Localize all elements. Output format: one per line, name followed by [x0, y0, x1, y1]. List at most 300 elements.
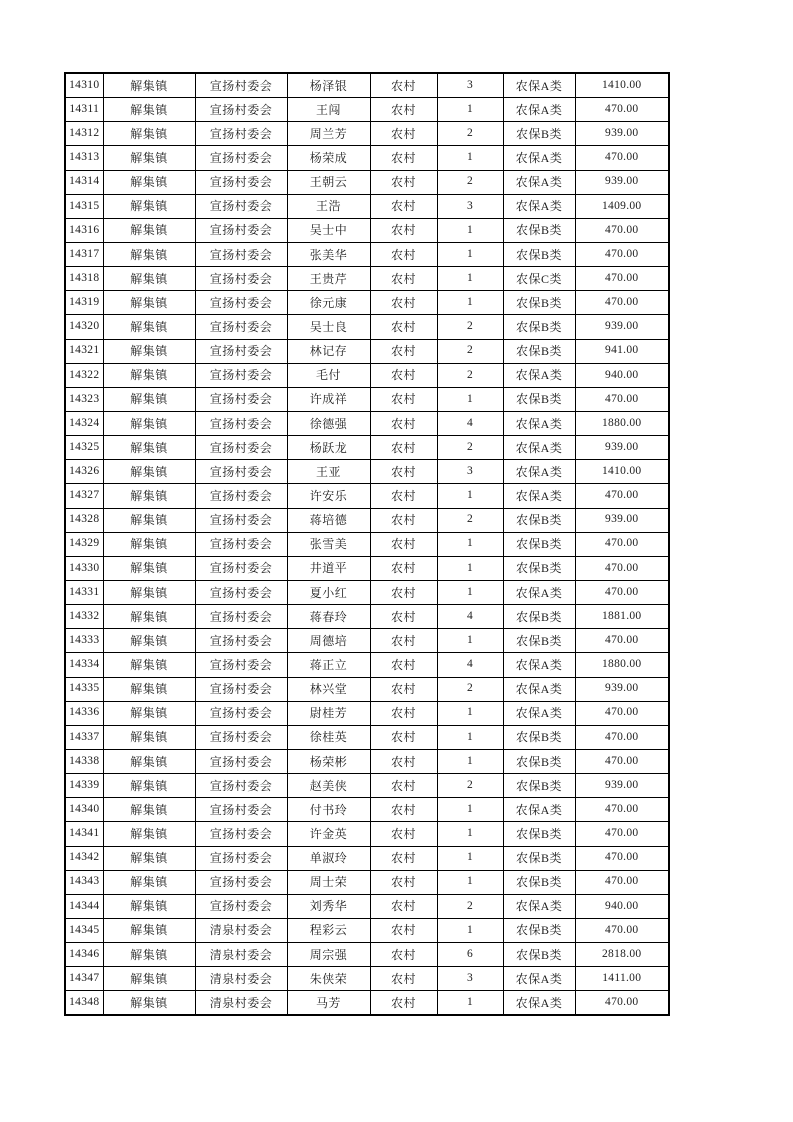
cell-category: 农保B类	[503, 918, 575, 942]
cell-type: 农村	[370, 194, 437, 218]
cell-town: 解集镇	[103, 484, 195, 508]
cell-village: 宣扬村委会	[195, 484, 287, 508]
table-row	[65, 218, 669, 242]
cell-category: 农保B类	[503, 749, 575, 773]
cell-amount: 470.00	[575, 291, 669, 315]
table-row	[65, 653, 669, 677]
cell-amount: 941.00	[575, 339, 669, 363]
cell-type: 农村	[370, 822, 437, 846]
cell-category: 农保A类	[503, 73, 575, 98]
table-row	[65, 749, 669, 773]
cell-amount: 1410.00	[575, 460, 669, 484]
cell-town: 解集镇	[103, 146, 195, 170]
cell-count: 2	[437, 508, 503, 532]
table-row	[65, 363, 669, 387]
cell-id: 14342	[65, 846, 103, 870]
cell-type: 农村	[370, 580, 437, 604]
cell-amount: 470.00	[575, 918, 669, 942]
cell-village: 宣扬村委会	[195, 629, 287, 653]
cell-type: 农村	[370, 291, 437, 315]
cell-town: 解集镇	[103, 411, 195, 435]
cell-count: 1	[437, 629, 503, 653]
cell-id: 14330	[65, 556, 103, 580]
cell-type: 农村	[370, 894, 437, 918]
cell-amount: 470.00	[575, 218, 669, 242]
cell-type: 农村	[370, 749, 437, 773]
cell-type: 农村	[370, 629, 437, 653]
table-row	[65, 170, 669, 194]
cell-village: 宣扬村委会	[195, 411, 287, 435]
cell-id: 14332	[65, 605, 103, 629]
cell-amount: 470.00	[575, 870, 669, 894]
table-row	[65, 580, 669, 604]
cell-name: 杨荣成	[287, 146, 370, 170]
cell-amount: 470.00	[575, 242, 669, 266]
cell-town: 解集镇	[103, 267, 195, 291]
cell-town: 解集镇	[103, 508, 195, 532]
cell-id: 14337	[65, 725, 103, 749]
cell-amount: 470.00	[575, 701, 669, 725]
cell-name: 周宗强	[287, 943, 370, 967]
cell-village: 宣扬村委会	[195, 436, 287, 460]
table-row	[65, 725, 669, 749]
cell-id: 14326	[65, 460, 103, 484]
cell-name: 许金英	[287, 822, 370, 846]
cell-amount: 470.00	[575, 484, 669, 508]
table-row	[65, 291, 669, 315]
cell-category: 农保B类	[503, 605, 575, 629]
table-row	[65, 677, 669, 701]
cell-category: 农保B类	[503, 508, 575, 532]
cell-id: 14311	[65, 98, 103, 122]
cell-category: 农保A类	[503, 798, 575, 822]
table-row	[65, 629, 669, 653]
cell-town: 解集镇	[103, 218, 195, 242]
table-row	[65, 98, 669, 122]
table-row	[65, 894, 669, 918]
cell-id: 14331	[65, 580, 103, 604]
cell-category: 农保B类	[503, 870, 575, 894]
cell-category: 农保B类	[503, 822, 575, 846]
cell-type: 农村	[370, 798, 437, 822]
table-row	[65, 798, 669, 822]
table-row	[65, 822, 669, 846]
cell-town: 解集镇	[103, 170, 195, 194]
cell-id: 14313	[65, 146, 103, 170]
cell-count: 2	[437, 170, 503, 194]
cell-type: 农村	[370, 532, 437, 556]
cell-category: 农保B类	[503, 218, 575, 242]
cell-type: 农村	[370, 146, 437, 170]
cell-village: 宣扬村委会	[195, 846, 287, 870]
cell-name: 林记存	[287, 339, 370, 363]
cell-name: 毛付	[287, 363, 370, 387]
cell-town: 解集镇	[103, 822, 195, 846]
cell-village: 宣扬村委会	[195, 267, 287, 291]
cell-type: 农村	[370, 991, 437, 1016]
cell-id: 14315	[65, 194, 103, 218]
cell-amount: 939.00	[575, 122, 669, 146]
cell-village: 宣扬村委会	[195, 122, 287, 146]
cell-village: 清泉村委会	[195, 943, 287, 967]
cell-village: 宣扬村委会	[195, 798, 287, 822]
cell-type: 农村	[370, 363, 437, 387]
cell-id: 14338	[65, 749, 103, 773]
cell-town: 解集镇	[103, 774, 195, 798]
cell-id: 14329	[65, 532, 103, 556]
cell-town: 解集镇	[103, 532, 195, 556]
cell-id: 14345	[65, 918, 103, 942]
cell-id: 14333	[65, 629, 103, 653]
cell-amount: 939.00	[575, 774, 669, 798]
cell-amount: 940.00	[575, 894, 669, 918]
cell-name: 蒋培德	[287, 508, 370, 532]
cell-name: 程彩云	[287, 918, 370, 942]
cell-type: 农村	[370, 122, 437, 146]
cell-category: 农保A类	[503, 484, 575, 508]
cell-category: 农保A类	[503, 170, 575, 194]
cell-type: 农村	[370, 411, 437, 435]
cell-category: 农保A类	[503, 580, 575, 604]
cell-id: 14343	[65, 870, 103, 894]
cell-category: 农保A类	[503, 98, 575, 122]
cell-amount: 470.00	[575, 387, 669, 411]
table-row	[65, 315, 669, 339]
cell-count: 2	[437, 436, 503, 460]
cell-village: 宣扬村委会	[195, 98, 287, 122]
cell-name: 许安乐	[287, 484, 370, 508]
benefits-table	[64, 72, 670, 1016]
cell-town: 解集镇	[103, 242, 195, 266]
cell-category: 农保A类	[503, 194, 575, 218]
cell-amount: 1410.00	[575, 73, 669, 98]
cell-town: 解集镇	[103, 363, 195, 387]
cell-type: 农村	[370, 508, 437, 532]
cell-id: 14346	[65, 943, 103, 967]
cell-village: 宣扬村委会	[195, 532, 287, 556]
cell-town: 解集镇	[103, 580, 195, 604]
cell-id: 14314	[65, 170, 103, 194]
cell-category: 农保B类	[503, 387, 575, 411]
cell-town: 解集镇	[103, 291, 195, 315]
cell-count: 3	[437, 967, 503, 991]
cell-village: 宣扬村委会	[195, 242, 287, 266]
cell-id: 14320	[65, 315, 103, 339]
cell-category: 农保B类	[503, 629, 575, 653]
cell-village: 宣扬村委会	[195, 870, 287, 894]
table-row	[65, 556, 669, 580]
table-row	[65, 605, 669, 629]
cell-amount: 1881.00	[575, 605, 669, 629]
table-row	[65, 484, 669, 508]
cell-village: 宣扬村委会	[195, 508, 287, 532]
cell-type: 农村	[370, 774, 437, 798]
cell-id: 14321	[65, 339, 103, 363]
cell-village: 宣扬村委会	[195, 194, 287, 218]
cell-village: 宣扬村委会	[195, 894, 287, 918]
cell-category: 农保B类	[503, 242, 575, 266]
cell-id: 14312	[65, 122, 103, 146]
cell-count: 3	[437, 194, 503, 218]
cell-count: 1	[437, 580, 503, 604]
cell-category: 农保A类	[503, 653, 575, 677]
cell-town: 解集镇	[103, 870, 195, 894]
cell-name: 单淑玲	[287, 846, 370, 870]
cell-count: 1	[437, 846, 503, 870]
cell-name: 吴士中	[287, 218, 370, 242]
cell-count: 4	[437, 605, 503, 629]
cell-type: 农村	[370, 242, 437, 266]
cell-count: 2	[437, 122, 503, 146]
table-row	[65, 701, 669, 725]
cell-amount: 470.00	[575, 98, 669, 122]
cell-category: 农保B类	[503, 943, 575, 967]
cell-type: 农村	[370, 605, 437, 629]
cell-name: 王闯	[287, 98, 370, 122]
cell-count: 4	[437, 411, 503, 435]
cell-town: 解集镇	[103, 122, 195, 146]
cell-type: 农村	[370, 170, 437, 194]
cell-type: 农村	[370, 677, 437, 701]
cell-village: 清泉村委会	[195, 967, 287, 991]
cell-village: 宣扬村委会	[195, 363, 287, 387]
cell-category: 农保B类	[503, 315, 575, 339]
cell-town: 解集镇	[103, 194, 195, 218]
cell-village: 宣扬村委会	[195, 749, 287, 773]
cell-village: 宣扬村委会	[195, 315, 287, 339]
cell-name: 徐德强	[287, 411, 370, 435]
table-row	[65, 146, 669, 170]
cell-name: 王浩	[287, 194, 370, 218]
table-row	[65, 532, 669, 556]
cell-type: 农村	[370, 339, 437, 363]
cell-count: 2	[437, 677, 503, 701]
cell-amount: 1411.00	[575, 967, 669, 991]
cell-id: 14336	[65, 701, 103, 725]
cell-amount: 470.00	[575, 556, 669, 580]
cell-count: 1	[437, 291, 503, 315]
cell-count: 1	[437, 991, 503, 1016]
cell-id: 14317	[65, 242, 103, 266]
cell-type: 农村	[370, 315, 437, 339]
cell-town: 解集镇	[103, 918, 195, 942]
cell-type: 农村	[370, 436, 437, 460]
table-row	[65, 870, 669, 894]
cell-count: 1	[437, 749, 503, 773]
cell-count: 1	[437, 725, 503, 749]
cell-name: 朱侠荣	[287, 967, 370, 991]
cell-amount: 1880.00	[575, 411, 669, 435]
table-body	[65, 73, 669, 1015]
cell-id: 14347	[65, 967, 103, 991]
cell-category: 农保A类	[503, 701, 575, 725]
cell-id: 14341	[65, 822, 103, 846]
cell-amount: 939.00	[575, 677, 669, 701]
table-row	[65, 508, 669, 532]
cell-town: 解集镇	[103, 315, 195, 339]
cell-category: 农保A类	[503, 967, 575, 991]
cell-id: 14325	[65, 436, 103, 460]
cell-id: 14348	[65, 991, 103, 1016]
cell-name: 徐桂英	[287, 725, 370, 749]
cell-count: 1	[437, 218, 503, 242]
cell-name: 徐元康	[287, 291, 370, 315]
cell-count: 2	[437, 363, 503, 387]
cell-town: 解集镇	[103, 73, 195, 98]
cell-name: 蒋正立	[287, 653, 370, 677]
cell-count: 1	[437, 242, 503, 266]
cell-count: 2	[437, 339, 503, 363]
cell-village: 清泉村委会	[195, 991, 287, 1016]
cell-type: 农村	[370, 846, 437, 870]
cell-name: 夏小红	[287, 580, 370, 604]
cell-village: 宣扬村委会	[195, 460, 287, 484]
cell-amount: 2818.00	[575, 943, 669, 967]
cell-name: 周德培	[287, 629, 370, 653]
cell-type: 农村	[370, 218, 437, 242]
table-row	[65, 242, 669, 266]
cell-count: 3	[437, 460, 503, 484]
cell-id: 14323	[65, 387, 103, 411]
cell-category: 农保A类	[503, 146, 575, 170]
cell-town: 解集镇	[103, 894, 195, 918]
cell-village: 宣扬村委会	[195, 774, 287, 798]
cell-village: 宣扬村委会	[195, 146, 287, 170]
cell-count: 1	[437, 822, 503, 846]
cell-name: 杨跃龙	[287, 436, 370, 460]
cell-category: 农保A类	[503, 991, 575, 1016]
cell-town: 解集镇	[103, 98, 195, 122]
cell-name: 马芳	[287, 991, 370, 1016]
cell-name: 周兰芳	[287, 122, 370, 146]
cell-town: 解集镇	[103, 677, 195, 701]
cell-category: 农保B类	[503, 774, 575, 798]
cell-category: 农保B类	[503, 725, 575, 749]
cell-town: 解集镇	[103, 846, 195, 870]
cell-amount: 470.00	[575, 991, 669, 1016]
cell-id: 14319	[65, 291, 103, 315]
cell-type: 农村	[370, 918, 437, 942]
cell-name: 许成祥	[287, 387, 370, 411]
cell-type: 农村	[370, 943, 437, 967]
cell-category: 农保B类	[503, 291, 575, 315]
cell-amount: 470.00	[575, 749, 669, 773]
cell-category: 农保A类	[503, 436, 575, 460]
cell-name: 王贵芹	[287, 267, 370, 291]
cell-town: 解集镇	[103, 991, 195, 1016]
table-row	[65, 991, 669, 1016]
cell-amount: 470.00	[575, 267, 669, 291]
table-row	[65, 122, 669, 146]
table-row	[65, 387, 669, 411]
cell-town: 解集镇	[103, 387, 195, 411]
cell-amount: 939.00	[575, 315, 669, 339]
cell-village: 宣扬村委会	[195, 339, 287, 363]
cell-town: 解集镇	[103, 798, 195, 822]
cell-name: 蒋春玲	[287, 605, 370, 629]
cell-name: 杨泽银	[287, 73, 370, 98]
cell-name: 付书玲	[287, 798, 370, 822]
cell-id: 14339	[65, 774, 103, 798]
cell-name: 尉桂芳	[287, 701, 370, 725]
cell-category: 农保B类	[503, 339, 575, 363]
cell-type: 农村	[370, 73, 437, 98]
cell-id: 14335	[65, 677, 103, 701]
cell-count: 3	[437, 73, 503, 98]
cell-name: 刘秀华	[287, 894, 370, 918]
cell-amount: 939.00	[575, 508, 669, 532]
cell-amount: 470.00	[575, 798, 669, 822]
cell-amount: 939.00	[575, 436, 669, 460]
cell-village: 宣扬村委会	[195, 291, 287, 315]
cell-name: 张雪美	[287, 532, 370, 556]
cell-name: 赵美侠	[287, 774, 370, 798]
cell-name: 王朝云	[287, 170, 370, 194]
cell-name: 周士荣	[287, 870, 370, 894]
cell-id: 14344	[65, 894, 103, 918]
cell-village: 宣扬村委会	[195, 822, 287, 846]
cell-town: 解集镇	[103, 460, 195, 484]
table-row	[65, 73, 669, 98]
cell-town: 解集镇	[103, 339, 195, 363]
table-row	[65, 774, 669, 798]
cell-amount: 939.00	[575, 170, 669, 194]
cell-type: 农村	[370, 387, 437, 411]
cell-village: 宣扬村委会	[195, 218, 287, 242]
cell-id: 14334	[65, 653, 103, 677]
cell-town: 解集镇	[103, 605, 195, 629]
cell-amount: 940.00	[575, 363, 669, 387]
table-row	[65, 339, 669, 363]
cell-category: 农保A类	[503, 677, 575, 701]
cell-village: 宣扬村委会	[195, 580, 287, 604]
cell-category: 农保A类	[503, 363, 575, 387]
cell-count: 1	[437, 918, 503, 942]
cell-count: 6	[437, 943, 503, 967]
cell-category: 农保A类	[503, 460, 575, 484]
table-row	[65, 460, 669, 484]
cell-count: 1	[437, 870, 503, 894]
cell-name: 井道平	[287, 556, 370, 580]
cell-count: 1	[437, 701, 503, 725]
cell-amount: 470.00	[575, 629, 669, 653]
cell-category: 农保C类	[503, 267, 575, 291]
table-row	[65, 918, 669, 942]
cell-town: 解集镇	[103, 967, 195, 991]
cell-town: 解集镇	[103, 749, 195, 773]
cell-count: 1	[437, 146, 503, 170]
cell-name: 王亚	[287, 460, 370, 484]
cell-amount: 1880.00	[575, 653, 669, 677]
table-row	[65, 943, 669, 967]
table-row	[65, 846, 669, 870]
cell-name: 吴士良	[287, 315, 370, 339]
cell-amount: 1409.00	[575, 194, 669, 218]
cell-village: 清泉村委会	[195, 918, 287, 942]
cell-type: 农村	[370, 460, 437, 484]
cell-count: 1	[437, 98, 503, 122]
cell-type: 农村	[370, 267, 437, 291]
cell-type: 农村	[370, 98, 437, 122]
cell-type: 农村	[370, 653, 437, 677]
cell-village: 宣扬村委会	[195, 605, 287, 629]
cell-id: 14340	[65, 798, 103, 822]
cell-village: 宣扬村委会	[195, 653, 287, 677]
table-row	[65, 194, 669, 218]
cell-id: 14324	[65, 411, 103, 435]
cell-category: 农保A类	[503, 894, 575, 918]
cell-town: 解集镇	[103, 725, 195, 749]
